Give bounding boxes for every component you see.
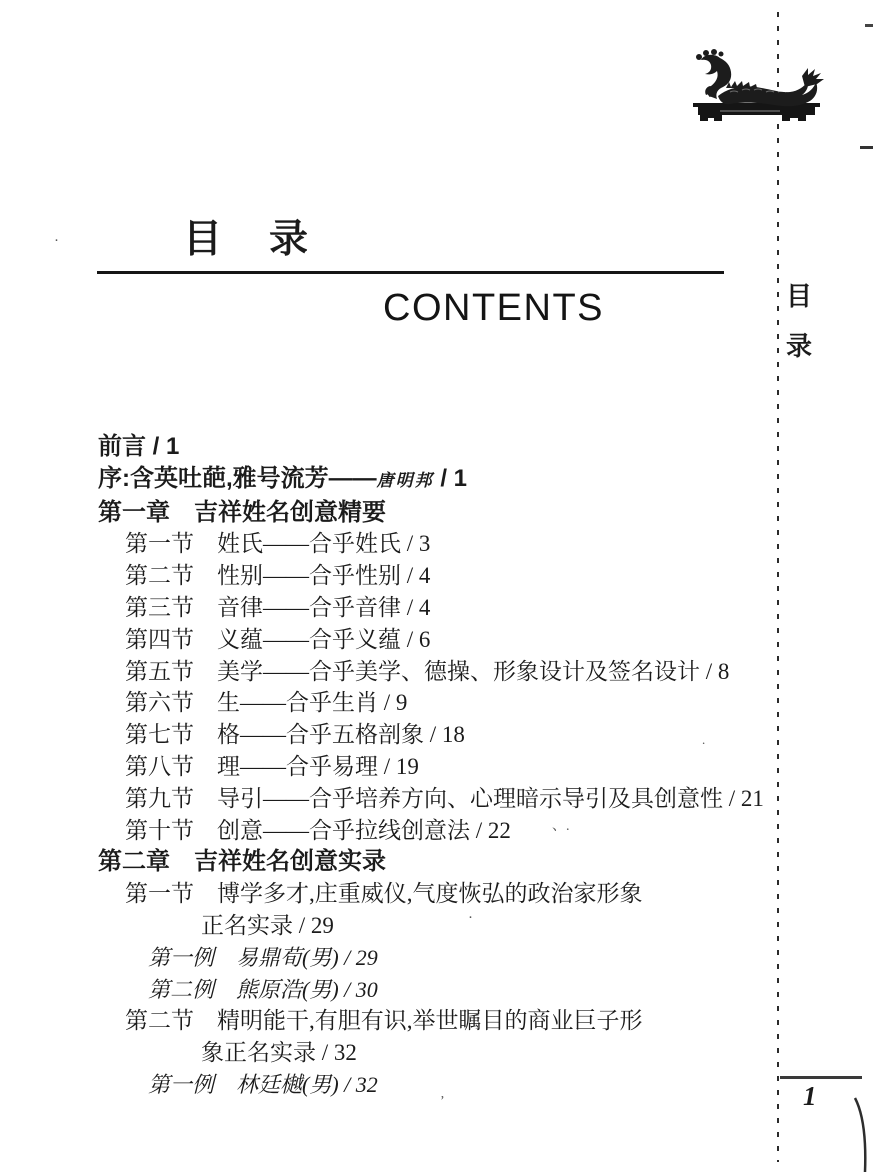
toc-text: 第四节 义蕴——合乎义蕴 / 6 [125,626,431,652]
toc-entry [98,1037,766,1069]
toc-entry [98,974,766,1006]
toc-entry [98,942,766,974]
scan-edge-tick [865,24,873,27]
toc-text: 正名实录 / 29 [201,912,334,938]
toc-list [98,431,766,1101]
toc-text: 第七节 格——合乎五格剖象 / 18 [125,722,465,748]
toc-text: 第三节 音律——合乎音律 / 4 [125,594,431,620]
page-title-chinese: 目 录 [183,218,313,261]
toc-text: 第五节 美学——合乎美学、德操、形象设计及签名设计 / 8 [125,658,730,684]
toc-text: / 1 [433,464,468,492]
margin-dashed-line [777,12,779,1162]
toc-entry [98,878,766,910]
toc-text: 前言 / 1 [98,433,180,460]
scan-edge-dash [860,146,873,149]
toc-text: 第六节 生——合乎生肖 / 9 [125,690,408,716]
toc-entry [98,592,766,624]
scan-speck: 、. [552,819,570,834]
toc-text: 第二章 吉祥姓名创意实录 [98,848,386,876]
toc-entry [98,687,766,719]
margin-label-lu: 录 [786,332,813,361]
toc-entry [98,463,766,497]
toc-text: 第二节 精明能干,有胆有识,举世瞩目的商业巨子形 [125,1008,643,1034]
toc-entry [98,528,766,560]
toc-text: 第二例 熊原浩(男) / 30 [148,976,378,1002]
toc-text: 第一例 易鼎荀(男) / 29 [148,944,378,970]
margin-label-mu: 目 [786,282,813,311]
page-number: 1 [803,1081,817,1111]
scan-speck: · [468,910,473,926]
toc-author: 唐明邦 [376,470,434,490]
toc-entry [98,846,766,878]
toc-text: 象正名实录 / 32 [201,1040,357,1066]
scan-edge-curve [852,1096,870,1173]
toc-text: 第二节 性别——合乎性别 / 4 [125,563,431,589]
toc-text: 第九节 导引——合乎培养方向、心理暗示导引及具创意性 / 21 [125,785,764,811]
toc-text: 第八节 理——合乎易理 / 19 [125,753,419,779]
toc-entry [98,783,766,815]
dragon-ornament-icon [690,48,830,133]
toc-entry [98,1069,766,1101]
toc-entry [98,1005,766,1037]
toc-entry [98,815,766,847]
toc-text: 第一节 博学多才,庄重威仪,气度恢弘的政治家形象 [125,881,643,907]
toc-entry [98,560,766,592]
toc-entry [98,431,766,463]
footer-rule [780,1076,862,1079]
toc-entry [98,751,766,783]
toc-entry [98,656,766,688]
scan-speck: . [702,732,706,747]
toc-entry [98,624,766,656]
toc-entry [98,719,766,751]
toc-text: 第一例 林廷樾(男) / 32 [148,1071,378,1097]
toc-text: 第一章 吉祥姓名创意精要 [98,498,386,526]
page-title-english: CONTENTS [383,287,604,329]
toc-entry [98,497,766,529]
toc-text: 序:含英吐葩,雅号流芳—— [98,464,377,492]
toc-text: 第一节 姓氏——合乎姓氏 / 3 [125,531,431,557]
scan-speck: ’ [440,1094,445,1109]
toc-text: 第十节 创意——合乎拉线创意法 / 22 [125,817,511,843]
title-divider-rule [97,271,724,274]
toc-entry [98,910,766,942]
scan-speck: · [54,233,59,249]
